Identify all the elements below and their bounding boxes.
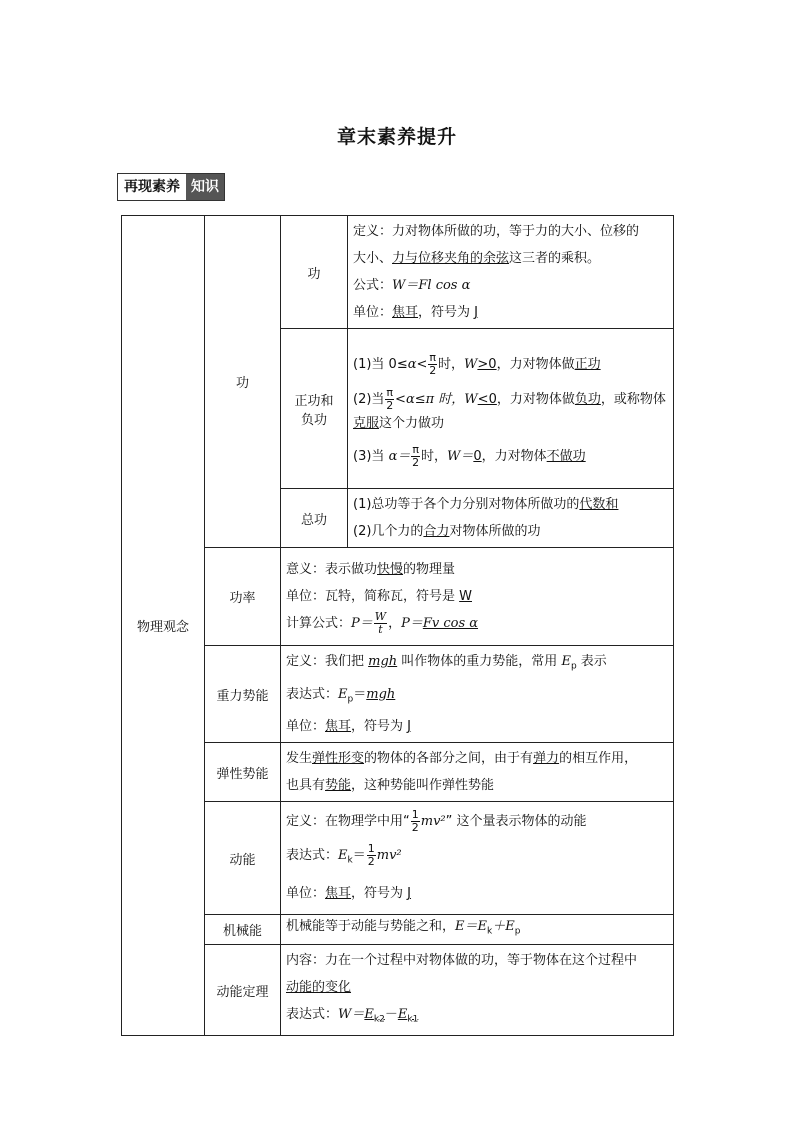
gravity-label: 重力势能 (205, 646, 281, 743)
category-cell: 物理观念 (122, 216, 205, 1036)
total-work-label: 总功 (281, 489, 348, 548)
posneg-label: 正功和 负功 (281, 329, 348, 489)
mech-label: 机械能 (205, 915, 281, 945)
badge-right: 知识 (186, 174, 224, 200)
theorem-label: 动能定理 (205, 944, 281, 1036)
page-title: 章末素养提升 (336, 126, 457, 148)
posneg-content: (1)当 0≤α< $\frac{\pi}{2}$ 时，W>0，力对物体做正功 (2)当 $\frac{\pi}{2}$ <α≤π 时，W<0，力对物体做负功，或称物体 克服这个力做功 (3)当 α＝ $\frac{\pi}{2}$ 时，W＝0，力对物体不做功 (348, 329, 674, 489)
table-row (122, 548, 674, 646)
work-def-label: 功 (281, 216, 348, 329)
kinetic-label: 动能 (205, 802, 281, 915)
power-content: 意义：表示做功快慢的物理量 单位：瓦特，简称瓦，符号是 W 计算公式：P＝ $\frac{W}{t}$ ，P＝Fv cos α (281, 548, 674, 646)
badge-left: 再现素养 (118, 174, 186, 200)
table-row (122, 216, 674, 329)
table-row (122, 802, 674, 915)
table-row (122, 944, 674, 1036)
gravity-content: 定义：我们把 mgh 叫作物体的重力势能，常用 $E_p$ 表示 表达式：$E_p=mgh$ 单位：焦耳，符号为 J (281, 646, 674, 743)
work-def-content: 定义：力对物体所做的功，等于力的大小、位移的 大小、力与位移夹角的余弦这三者的乘积。 公式：W＝Fl cos α 单位：焦耳，符号为 J (348, 216, 674, 329)
knowledge-table (121, 215, 674, 1036)
power-label: 功率 (205, 548, 281, 646)
table-row (122, 743, 674, 802)
elastic-content: 发生弹性形变的物体的各部分之间，由于有弹力的相互作用， 也具有势能，这种势能叫作弹性势能 (281, 743, 674, 802)
section-badge (117, 173, 225, 201)
table-row (122, 646, 674, 743)
work-group-label: 功 (205, 216, 281, 548)
table-row (122, 915, 674, 945)
total-work-content: (1)总功等于各个力分别对物体所做功的代数和 (2)几个力的合力对物体所做的功 (348, 489, 674, 548)
theorem-content: 内容：力在一个过程中对物体做的功，等于物体在这个过程中 动能的变化 表达式：$W=E_{k2}-E_{k1}$ (281, 944, 674, 1036)
mech-content: 机械能等于动能与势能之和，$E=E_k+E_p$ (281, 915, 674, 945)
elastic-label: 弹性势能 (205, 743, 281, 802)
kinetic-content: 定义：在物理学中用“ $\frac{1}{2}$ mv²” 这个量表示物体的动能 表达式：$E_k=$ $\frac{1}{2}$ mv² 单位：焦耳，符号为 J (281, 802, 674, 915)
